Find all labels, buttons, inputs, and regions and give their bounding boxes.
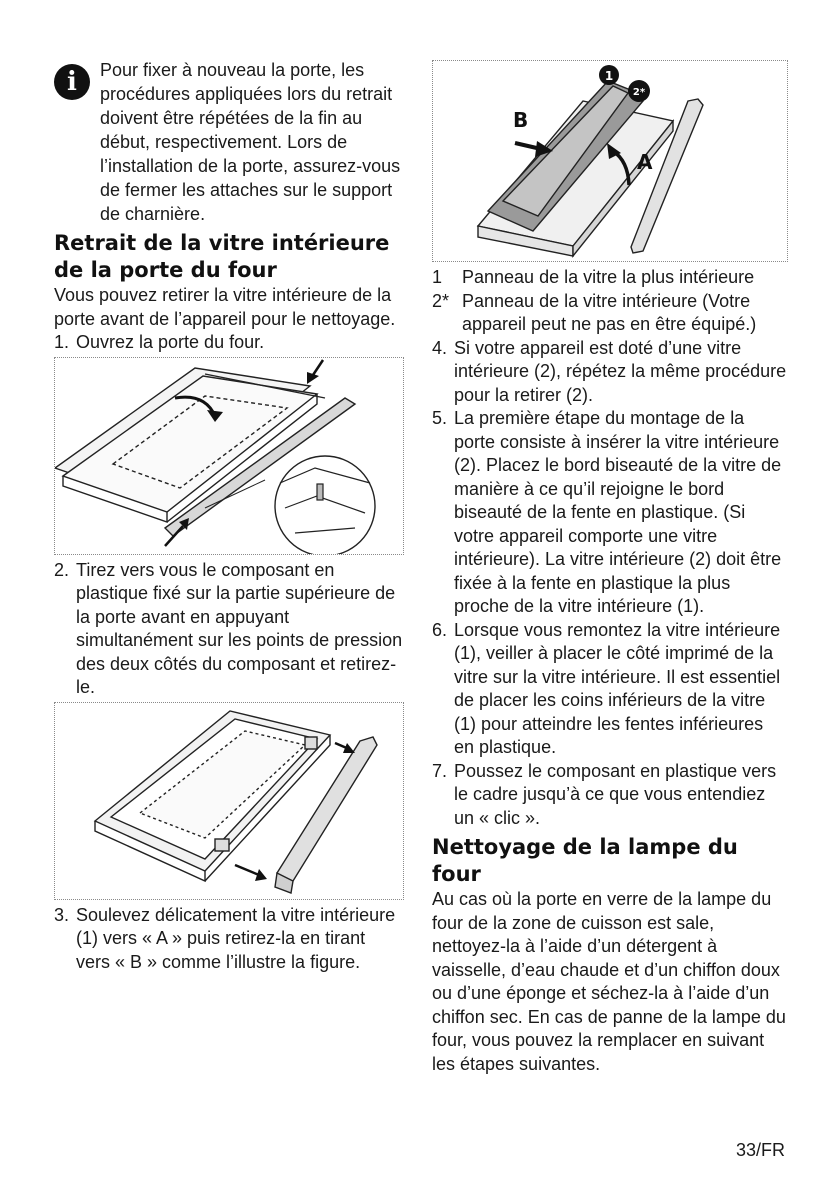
- legend-text: Panneau de la vitre la plus intérieure: [462, 267, 755, 287]
- step-6: [432, 619, 788, 760]
- info-icon: i: [54, 64, 90, 100]
- info-note: [54, 58, 404, 226]
- label-b: B: [513, 108, 529, 132]
- figure-open-door: [54, 357, 404, 555]
- step-text: Ouvrez la porte du four.: [76, 332, 265, 352]
- plastic-removal-illustration: [55, 703, 399, 899]
- step-number: 1.: [54, 332, 70, 352]
- left-column: [54, 58, 404, 974]
- step-text: Tirez vers vous le composant en plastique fixé sur la partie supérieure de la porte avant en appuyant simultanément sur les points de pression des deux côtés du composant et retirez-le.: [76, 559, 403, 697]
- section-heading-glass-removal: Retrait de la vitre intérieure de la porte du four: [54, 231, 390, 282]
- legend-text: Panneau de la vitre intérieure (Votre appareil peut ne pas en être équipé.): [462, 290, 757, 334]
- page-number: 33/FR: [735, 1140, 785, 1160]
- lift-glass-illustration: [433, 61, 775, 261]
- step-number: 2.: [54, 559, 70, 580]
- step-2: [54, 559, 404, 700]
- step-text: Soulevez délicatement la vitre intérieure (1) vers « A » puis retirez-la en tirant vers « B » comme l’illustre la figure.: [76, 904, 396, 972]
- section-heading-lamp-cleaning: Nettoyage de la lampe du four: [432, 835, 738, 886]
- right-column: [432, 58, 788, 1076]
- section-intro: Vous pouvez retirer la vitre intérieure de la porte avant de l’appareil pour le nettoyage.: [54, 285, 396, 329]
- step-number: 4.: [432, 337, 448, 358]
- legend-number: 2*: [432, 290, 450, 311]
- step-number: 5.: [432, 408, 448, 428]
- step-number: 6.: [432, 619, 448, 640]
- step-7: [432, 760, 788, 831]
- step-number: 7.: [432, 760, 448, 781]
- lamp-cleaning-text: Au cas où la porte en verre de la lampe du four de la zone de cuisson est sale, nettoyez-la à l’aide d’un détergent à vaisselle, d’eau chaude et d’un chiffon doux ou d’une éponge et séchez-la à l’aide d’un chiffon sec. En cas de panne de la lampe du four, vous pouvez la remplacer en suivant les étapes suivantes.: [432, 889, 786, 1074]
- legend-number: 1: [432, 267, 443, 287]
- figure-remove-plastic: [54, 702, 404, 900]
- step-3: [54, 904, 404, 975]
- legend-item-1: [432, 266, 788, 290]
- step-text: Poussez le composant en plastique vers le cadre jusqu’à ce que vous entendiez un « clic ».: [454, 760, 777, 828]
- step-text: Si votre appareil est doté d’une vitre intérieure (2), répétez la même procédure pour la retirer (2).: [454, 337, 787, 405]
- step-1: [54, 331, 404, 355]
- legend-item-2: [432, 290, 788, 337]
- open-door-illustration: [55, 358, 399, 554]
- info-note-text: Pour fixer à nouveau la porte, les procédures appliquées lors du retrait doivent être répétées de la fin au début, respectivement. Lors de l’installation de la porte, assurez-vous de fermer les attaches sur le support de charnière.: [100, 60, 401, 224]
- callout-1-label: 1: [604, 69, 614, 83]
- step-text: La première étape du montage de la porte consiste à insérer la vitre intérieure (2). Placez le bord biseauté de la vitre de manière à ce qu’il rejoigne le bord biseauté de la fente en plastique. (Si votre appareil comporte une vitre intérieure). La vitre intérieure (2) doit être fixée à la fente en plastique la plus proche de la vitre intérieure (1).: [454, 408, 782, 616]
- step-5: [432, 407, 788, 619]
- step-4: [432, 337, 788, 408]
- step-number: 3.: [54, 904, 70, 925]
- figure-lift-glass: [432, 60, 788, 262]
- callout-2-label: 2*: [632, 87, 646, 98]
- step-text: Lorsque vous remontez la vitre intérieure (1), veiller à placer le côté imprimé de la vitre sur la vitre intérieure. Il est essentiel de placer les coins inférieurs de la vitre (1) pour atteindre les fentes inférieures en plastique.: [454, 619, 781, 757]
- label-a: A: [637, 150, 653, 174]
